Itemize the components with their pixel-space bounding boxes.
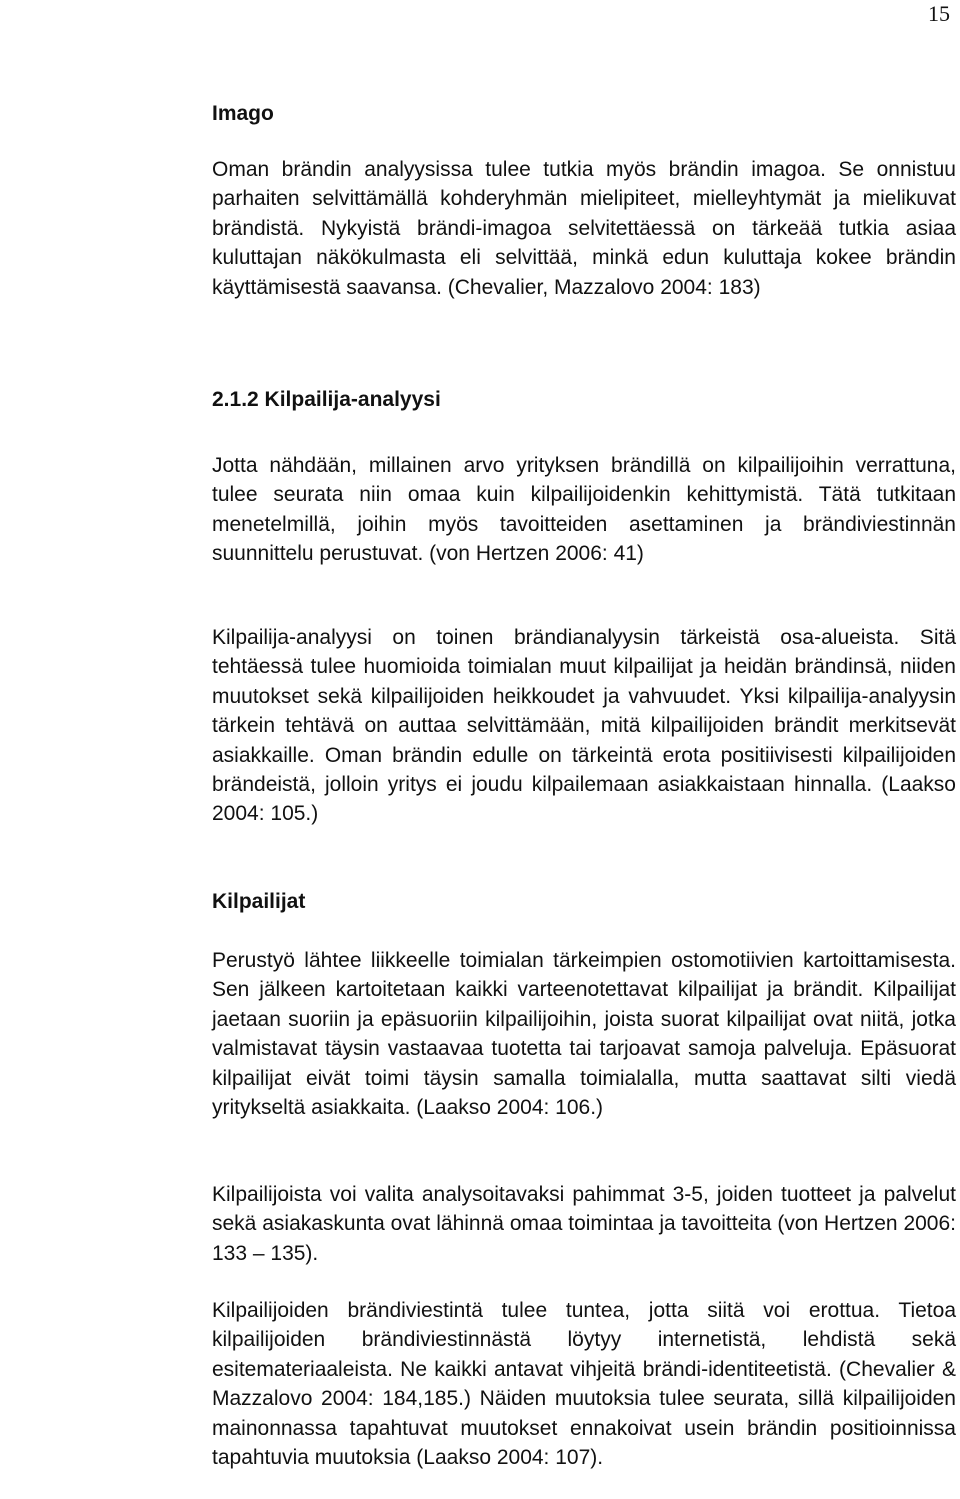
section-heading-imago: Imago	[212, 102, 274, 125]
paragraph-kilpailijat-2: Kilpailijoista voi valita analysoitavaksi pahimmat 3-5, joiden tuotteet ja palvelut sekä asiakaskunta ovat lähinnä omaa toimintaa ja tavoitteita (von Hertzen 2006: 133 – 135).	[212, 1183, 956, 1265]
section-heading-kilpailijat: Kilpailijat	[212, 890, 306, 913]
paragraph-imago: Oman brändin analyysissa tulee tutkia myös brändin imagoa. Se onnistuu parhaiten selvittämällä kohderyhmän mielipiteet, mielleyhtymät ja mielikuvat brändistä. Nykyistä brändi-imagoa selvitettäessä on tärkeää tutkia asiaa kuluttajan näkökulmasta eli selvittää, minkä edun kuluttaja kokee brändin käyttämisestä saavansa. (Chevalier, Mazzalovo 2004: 183)	[212, 158, 956, 299]
paragraph-kilpailija-analyysi-1: Jotta nähdään, millainen arvo yrityksen brändillä on kilpailijoihin verrattuna, tulee seurata niin omaa kuin kilpailijoidenkin kehittymistä. Tätä tutkitaan menetelmillä, joihin myös tavoitteiden asettaminen ja brändiviestinnän suunnittelu perustuvat. (von Hertzen 2006: 41)	[212, 454, 956, 566]
paragraph-kilpailijat-3: Kilpailijoiden brändiviestintä tulee tuntea, jotta siitä voi erottua. Tietoa kilpailijoiden brändiviestinnästä löytyy internetistä, lehdistä sekä esitemateriaaleista. Ne kaikki antavat vihjeitä brändi-identiteetistä. (Chevalier & Mazzalovo 2004: 184,185.) Näiden muutoksia tulee seurata, sillä kilpailijoiden mainonnassa tapahtuvat muutokset ennakoivat usein brändin positioinnissa tapahtuvia muutoksia (Laakso 2004: 107).	[212, 1299, 956, 1470]
page-number: 15	[928, 1, 950, 26]
section-heading-kilpailija-analyysi: 2.1.2 Kilpailija-analyysi	[212, 388, 441, 411]
paragraph-kilpailija-analyysi-2: Kilpailija-analyysi on toinen brändianalyysin tärkeistä osa-alueista. Sitä tehtäessä tulee huomioida toimialan muut kilpailijat ja heidän brändinsä, niiden muutokset sekä kilpailijoiden heikkoudet ja vahvuudet. Yksi kilpailija-analyysin tärkein tehtävä on auttaa selvittämään, mitä kilpailijoiden brändit merkitsevät asiakkaille. Oman brändin edulle on tärkeintä erota positiivisesti kilpailijoiden brändeistä, jolloin yritys ei joudu kilpailemaan asiakkaistaan hinnalla. (Laakso 2004: 105.)	[212, 626, 956, 826]
paragraph-kilpailijat-1: Perustyö lähtee liikkeelle toimialan tärkeimpien ostomotiivien kartoittamisesta. Sen jälkeen kartoitetaan kaikki varteenotettavat kilpailijat ja brändit. Kilpailijat jaetaan suoriin ja epäsuoriin kilpailijoihin, joista suorat kilpailijat ovat niitä, jotka valmistavat täysin vastaavaa tuotetta tai tarjoavat samoja palveluja. Epäsuorat kilpailijat eivät toimi täysin samalla toimialalla, mutta saattavat silti viedä yritykseltä asiakkaita. (Laakso 2004: 106.)	[212, 949, 956, 1120]
